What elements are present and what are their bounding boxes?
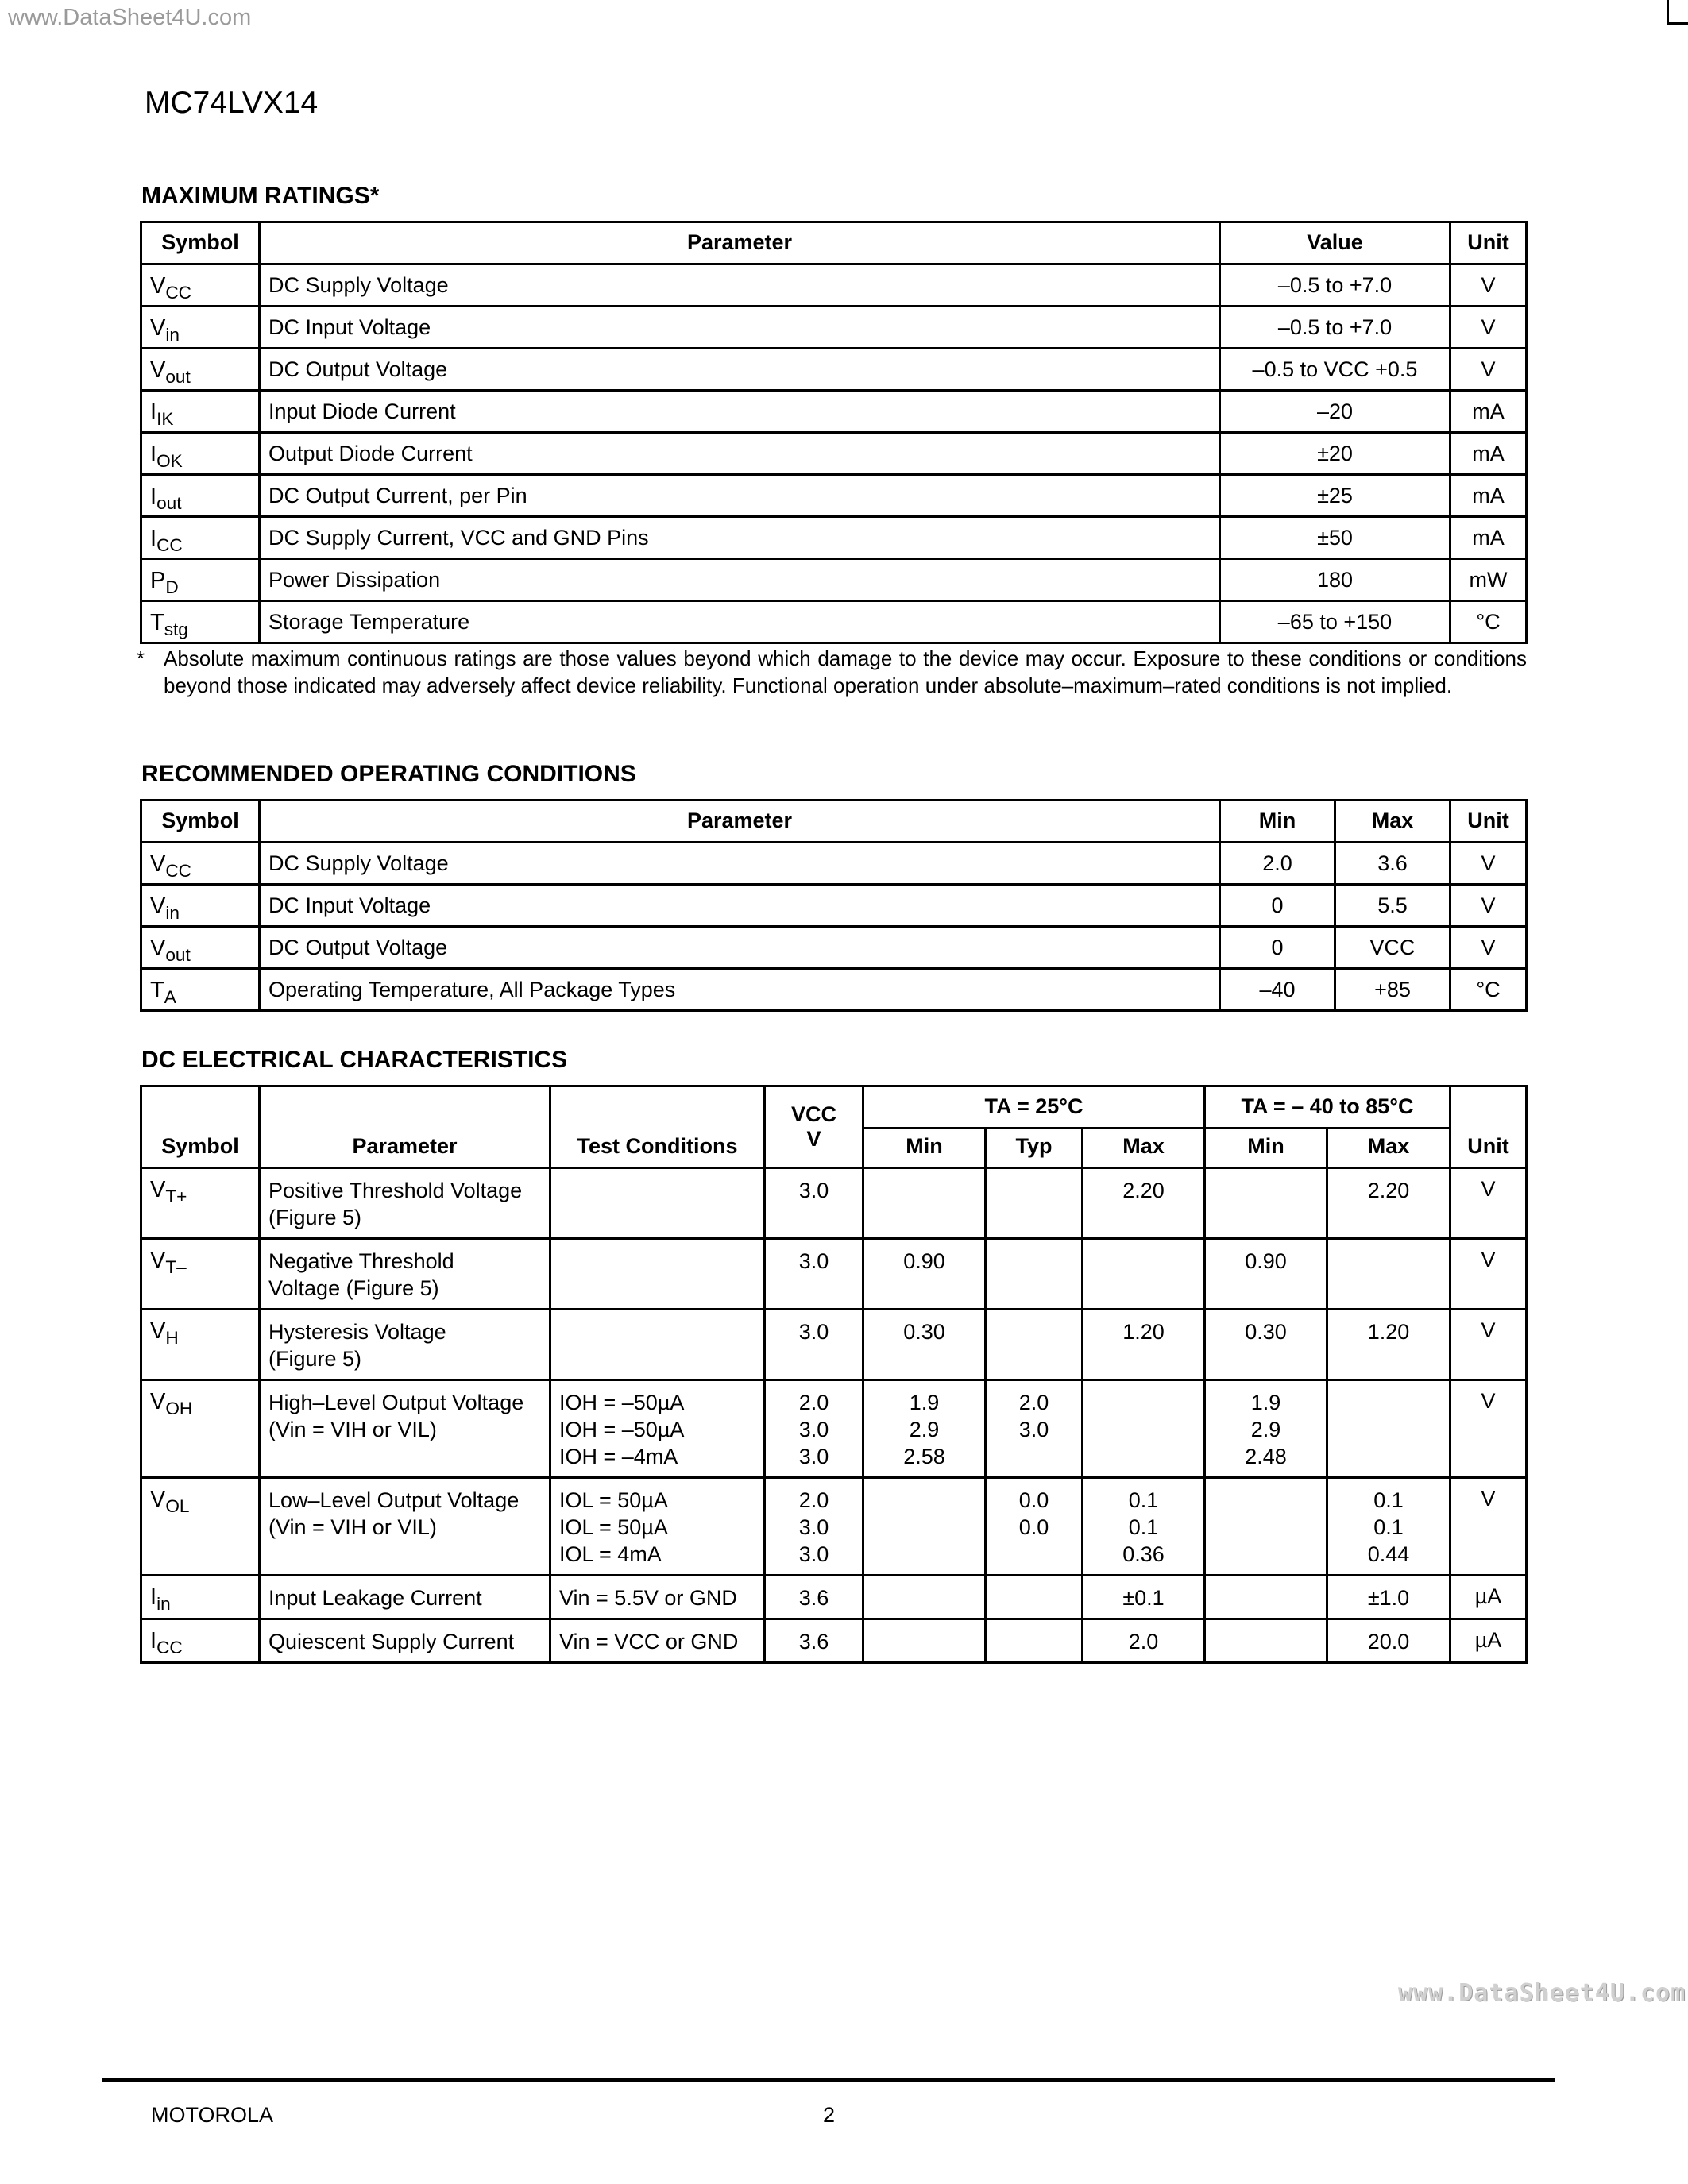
parameter-cell: Output Diode Current <box>260 433 1220 475</box>
symbol-cell <box>141 517 260 559</box>
max-25-line: ±0.1 <box>1122 1586 1165 1610</box>
unit-cell: V <box>1450 1168 1527 1239</box>
value-cell: ±20 <box>1220 433 1450 475</box>
symbol-letter: V <box>150 851 166 877</box>
parameter-line: (Figure 5) <box>268 1347 362 1371</box>
typ-25-line: 0.0 <box>1018 1515 1049 1539</box>
symbol-cell <box>141 391 260 433</box>
parameter-line: Input Leakage Current <box>268 1586 482 1610</box>
typ-25-cell <box>986 1168 1083 1239</box>
symbol-cell <box>141 885 260 927</box>
max-ratings-table <box>140 221 1528 644</box>
min-25-line: 2.58 <box>903 1445 945 1468</box>
symbol-cell <box>141 264 260 307</box>
value-cell: ±25 <box>1220 475 1450 517</box>
vcc-line: 3.0 <box>798 1542 829 1566</box>
min-range-cell <box>1205 1239 1327 1310</box>
dc-title: DC ELECTRICAL CHARACTERISTICS <box>141 1047 568 1073</box>
col-header-unit: Unit <box>1450 801 1527 843</box>
max-range-cell <box>1327 1310 1450 1380</box>
min-25-cell <box>863 1619 986 1663</box>
unit-cell: V <box>1450 1239 1527 1310</box>
symbol-subscript: OL <box>165 1495 190 1516</box>
unit-cell: V <box>1450 843 1527 885</box>
rec-op-title: RECOMMENDED OPERATING CONDITIONS <box>141 761 636 787</box>
parameter-cell: Input Diode Current <box>260 391 1220 433</box>
parameter-cell: DC Output Voltage <box>260 927 1220 969</box>
parameter-cell: DC Input Voltage <box>260 307 1220 349</box>
vcc-header-text: VCC <box>790 1102 836 1126</box>
parameter-line: (Vin = VIH or VIL) <box>268 1418 437 1441</box>
col-header-unit: Unit <box>1450 1086 1527 1168</box>
footnote-mark: * <box>137 646 145 670</box>
symbol-subscript: CC <box>165 860 191 881</box>
symbol-cell <box>141 843 260 885</box>
corner-crop-mark <box>1667 0 1688 25</box>
col-header-min-25: Min <box>863 1129 986 1168</box>
col-header-symbol: Symbol <box>141 1086 260 1168</box>
parameter-cell: DC Supply Voltage <box>260 264 1220 307</box>
parameter-cell: DC Supply Current, VCC and GND Pins <box>260 517 1220 559</box>
test-conditions-cell <box>550 1619 765 1663</box>
min-range-line: 0.30 <box>1245 1320 1287 1344</box>
min-range-line: 2.9 <box>1250 1418 1281 1441</box>
max-range-line: 20.0 <box>1367 1630 1410 1653</box>
col-header-max: Max <box>1335 801 1450 843</box>
rec-op-body <box>141 843 1527 1011</box>
table-row <box>141 969 1527 1011</box>
max-range-line: 0.1 <box>1373 1515 1404 1539</box>
symbol-cell <box>141 1619 260 1663</box>
symbol-cell <box>141 1168 260 1239</box>
vcc-header-label <box>774 1102 854 1127</box>
table-row <box>141 1576 1527 1619</box>
symbol-letter: T <box>150 610 164 635</box>
test-conditions-line: IOH = –50µA <box>559 1418 685 1441</box>
min-cell: 0 <box>1220 885 1335 927</box>
parameter-cell: Storage Temperature <box>260 601 1220 643</box>
max-range-cell <box>1327 1478 1450 1576</box>
min-25-cell <box>863 1239 986 1310</box>
min-25-line: 1.9 <box>909 1391 940 1414</box>
min-cell: 2.0 <box>1220 843 1335 885</box>
min-range-line: 0.90 <box>1245 1249 1287 1273</box>
symbol-subscript: OH <box>165 1398 193 1418</box>
vcc-cell <box>765 1619 863 1663</box>
col-header-unit: Unit <box>1450 222 1527 264</box>
unit-cell: V <box>1450 1478 1527 1576</box>
parameter-line: Negative Threshold <box>268 1249 454 1273</box>
parameter-line: (Figure 5) <box>268 1206 362 1229</box>
symbol-cell <box>141 559 260 601</box>
parameter-cell <box>260 1168 550 1239</box>
table-row <box>141 475 1527 517</box>
table-row <box>141 559 1527 601</box>
unit-cell: °C <box>1450 601 1527 643</box>
symbol-letter: P <box>150 568 166 593</box>
min-25-line: 2.9 <box>909 1418 940 1441</box>
col-header-typ-25: Typ <box>986 1129 1083 1168</box>
symbol-subscript: in <box>165 324 180 345</box>
vcc-cell <box>765 1310 863 1380</box>
max-ratings-footnote <box>137 645 1527 699</box>
min-25-cell <box>863 1168 986 1239</box>
table-row <box>141 601 1527 643</box>
max-cell: VCC <box>1335 927 1450 969</box>
typ-25-line: 0.0 <box>1018 1488 1049 1512</box>
unit-cell: mW <box>1450 559 1527 601</box>
test-conditions-line: Vin = VCC or GND <box>559 1630 739 1653</box>
min-25-cell <box>863 1380 986 1478</box>
symbol-cell <box>141 1478 260 1576</box>
max-range-line: 1.20 <box>1367 1320 1410 1344</box>
symbol-cell <box>141 601 260 643</box>
parameter-cell: DC Output Current, per Pin <box>260 475 1220 517</box>
typ-25-cell <box>986 1380 1083 1478</box>
max-25-line: 1.20 <box>1122 1320 1165 1344</box>
parameter-line: Quiescent Supply Current <box>268 1630 515 1653</box>
unit-cell: V <box>1450 885 1527 927</box>
unit-cell: V <box>1450 264 1527 307</box>
symbol-subscript: H <box>165 1327 179 1348</box>
symbol-cell <box>141 1380 260 1478</box>
symbol-letter: V <box>150 357 166 383</box>
symbol-subscript: in <box>165 902 180 923</box>
symbol-letter: V <box>150 1487 166 1512</box>
parameter-cell: DC Supply Voltage <box>260 843 1220 885</box>
vcc-cell <box>765 1478 863 1576</box>
max-25-cell <box>1083 1310 1205 1380</box>
vcc-line: 3.0 <box>798 1445 829 1468</box>
table-row <box>141 843 1527 885</box>
unit-cell: V <box>1450 307 1527 349</box>
test-conditions-cell <box>550 1478 765 1576</box>
parameter-line: (Vin = VIH or VIL) <box>268 1515 437 1539</box>
max-range-cell <box>1327 1380 1450 1478</box>
typ-25-cell <box>986 1478 1083 1576</box>
value-cell: –65 to +150 <box>1220 601 1450 643</box>
max-range-line: 0.1 <box>1373 1488 1404 1512</box>
max-range-cell <box>1327 1168 1450 1239</box>
value-cell: –0.5 to VCC +0.5 <box>1220 349 1450 391</box>
header-site-url: www.DataSheet4U.com <box>8 5 252 30</box>
typ-25-cell <box>986 1239 1083 1310</box>
value-cell: 180 <box>1220 559 1450 601</box>
symbol-subscript: IK <box>156 408 174 429</box>
parameter-line: Voltage (Figure 5) <box>268 1276 439 1300</box>
max-25-line: 0.36 <box>1122 1542 1165 1566</box>
max-ratings-title: MAXIMUM RATINGS* <box>141 183 380 209</box>
col-header-max-25: Max <box>1083 1129 1205 1168</box>
typ-25-cell <box>986 1619 1083 1663</box>
table-row <box>141 517 1527 559</box>
col-header-parameter: Parameter <box>260 801 1220 843</box>
max-25-cell <box>1083 1168 1205 1239</box>
min-range-cell <box>1205 1310 1327 1380</box>
unit-cell: mA <box>1450 517 1527 559</box>
max-25-cell <box>1083 1478 1205 1576</box>
unit-cell: V <box>1450 927 1527 969</box>
symbol-letter: I <box>150 526 157 551</box>
typ-25-line: 2.0 <box>1018 1391 1049 1414</box>
symbol-letter: V <box>150 893 166 919</box>
table-row <box>141 349 1527 391</box>
symbol-letter: I <box>150 399 157 425</box>
min-25-cell <box>863 1478 986 1576</box>
max-cell: 5.5 <box>1335 885 1450 927</box>
test-conditions-cell <box>550 1239 765 1310</box>
typ-25-cell <box>986 1310 1083 1380</box>
symbol-cell <box>141 1310 260 1380</box>
unit-cell: mA <box>1450 475 1527 517</box>
col-header-ta-range: TA = – 40 to 85°C <box>1205 1086 1450 1129</box>
min-25-cell <box>863 1310 986 1380</box>
dc-body <box>141 1168 1527 1663</box>
parameter-cell: Operating Temperature, All Package Types <box>260 969 1220 1011</box>
unit-cell: V <box>1450 349 1527 391</box>
part-number-title: MC74LVX14 <box>145 86 319 120</box>
typ-25-cell <box>986 1576 1083 1619</box>
symbol-cell <box>141 433 260 475</box>
symbol-letter: I <box>150 442 157 467</box>
unit-cell: µA <box>1450 1576 1527 1619</box>
col-header-max-range: Max <box>1327 1129 1450 1168</box>
max-cell: +85 <box>1335 969 1450 1011</box>
min-range-line: 1.9 <box>1250 1391 1281 1414</box>
parameter-cell <box>260 1619 550 1663</box>
vcc-line: 2.0 <box>798 1488 829 1512</box>
vcc-cell <box>765 1239 863 1310</box>
col-header-parameter: Parameter <box>260 222 1220 264</box>
min-range-line: 2.48 <box>1245 1445 1287 1468</box>
vcc-line: 3.0 <box>798 1320 829 1344</box>
max-25-line: 0.1 <box>1128 1488 1159 1512</box>
table-row <box>141 885 1527 927</box>
max-range-cell <box>1327 1239 1450 1310</box>
footer-brand: MOTOROLA <box>151 2103 274 2127</box>
rec-op-table <box>140 799 1528 1012</box>
symbol-cell <box>141 969 260 1011</box>
table-row <box>141 307 1527 349</box>
test-conditions-cell <box>550 1576 765 1619</box>
table-row <box>141 1619 1527 1663</box>
symbol-subscript: CC <box>156 1637 183 1657</box>
col-header-symbol: Symbol <box>141 222 260 264</box>
unit-cell: mA <box>1450 433 1527 475</box>
min-range-cell <box>1205 1576 1327 1619</box>
unit-cell: V <box>1450 1380 1527 1478</box>
unit-cell: °C <box>1450 969 1527 1011</box>
symbol-letter: I <box>150 484 157 509</box>
symbol-subscript: in <box>156 1593 171 1614</box>
parameter-line: High–Level Output Voltage <box>268 1391 524 1414</box>
table-row <box>141 1239 1527 1310</box>
unit-cell: mA <box>1450 391 1527 433</box>
vcc-cell <box>765 1380 863 1478</box>
unit-cell: µA <box>1450 1619 1527 1663</box>
symbol-subscript: D <box>165 577 179 597</box>
symbol-cell <box>141 1239 260 1310</box>
test-conditions-line: IOH = –50µA <box>559 1391 685 1414</box>
max-range-line: 0.44 <box>1367 1542 1410 1566</box>
symbol-subscript: T– <box>165 1256 187 1277</box>
max-25-cell <box>1083 1380 1205 1478</box>
symbol-letter: V <box>150 1389 166 1414</box>
value-cell: –0.5 to +7.0 <box>1220 264 1450 307</box>
parameter-cell: Power Dissipation <box>260 559 1220 601</box>
min-range-cell <box>1205 1168 1327 1239</box>
symbol-subscript: A <box>164 986 176 1007</box>
test-conditions-line: IOL = 4mA <box>559 1542 662 1566</box>
test-conditions-line: Vin = 5.5V or GND <box>559 1586 737 1610</box>
vcc-cell <box>765 1168 863 1239</box>
symbol-letter: V <box>150 936 166 961</box>
parameter-cell <box>260 1380 550 1478</box>
parameter-cell <box>260 1239 550 1310</box>
max-ratings-body <box>141 264 1527 643</box>
vcc-header-unit: V <box>806 1127 821 1151</box>
symbol-subscript: CC <box>156 534 183 555</box>
table-row <box>141 1310 1527 1380</box>
symbol-subscript: out <box>156 492 182 513</box>
table-row <box>141 1168 1527 1239</box>
dc-table <box>140 1085 1528 1664</box>
min-25-cell <box>863 1576 986 1619</box>
symbol-letter: V <box>150 273 166 299</box>
unit-cell: V <box>1450 1310 1527 1380</box>
max-25-line: 2.0 <box>1128 1630 1159 1653</box>
table-row <box>141 433 1527 475</box>
test-conditions-line: IOH = –4mA <box>559 1445 678 1468</box>
vcc-line: 3.0 <box>798 1418 829 1441</box>
max-25-cell <box>1083 1239 1205 1310</box>
symbol-letter: T <box>150 978 164 1003</box>
min-range-cell <box>1205 1478 1327 1576</box>
parameter-cell <box>260 1478 550 1576</box>
symbol-letter: I <box>150 1628 157 1653</box>
min-25-line: 0.30 <box>903 1320 945 1344</box>
max-25-cell <box>1083 1619 1205 1663</box>
parameter-line: Hysteresis Voltage <box>268 1320 446 1344</box>
watermark: www.DataSheet4U.com <box>1398 1979 1686 2007</box>
parameter-line: Positive Threshold Voltage <box>268 1179 523 1202</box>
symbol-letter: I <box>150 1584 157 1610</box>
parameter-cell: DC Input Voltage <box>260 885 1220 927</box>
symbol-subscript: stg <box>164 619 188 639</box>
test-conditions-cell <box>550 1168 765 1239</box>
footnote-text: Absolute maximum continuous ratings are those values beyond which damage to the device may occur. Exposure to these conditions or conditions beyond those indicated may adversely affect device reliability. Functional operation under absolute–maximum–rated conditions is not implied. <box>164 646 1527 697</box>
min-range-cell <box>1205 1380 1327 1478</box>
symbol-subscript: T+ <box>165 1186 187 1206</box>
min-cell: 0 <box>1220 927 1335 969</box>
vcc-cell <box>765 1576 863 1619</box>
vcc-line: 3.6 <box>798 1586 829 1610</box>
vcc-line: 3.0 <box>798 1249 829 1273</box>
parameter-line: Low–Level Output Voltage <box>268 1488 520 1512</box>
vcc-line: 3.0 <box>798 1515 829 1539</box>
symbol-subscript: CC <box>165 282 191 303</box>
symbol-cell <box>141 307 260 349</box>
max-25-line: 2.20 <box>1122 1179 1165 1202</box>
symbol-subscript: out <box>165 944 191 965</box>
footer-page-number: 2 <box>823 2103 836 2127</box>
col-header-value: Value <box>1220 222 1450 264</box>
symbol-subscript: OK <box>156 450 183 471</box>
parameter-cell <box>260 1576 550 1619</box>
col-header-test-conditions: Test Conditions <box>550 1086 765 1168</box>
table-row <box>141 927 1527 969</box>
typ-25-line: 3.0 <box>1018 1418 1049 1441</box>
table-row <box>141 1380 1527 1478</box>
table-row <box>141 264 1527 307</box>
min-25-line: 0.90 <box>903 1249 945 1273</box>
test-conditions-cell <box>550 1380 765 1478</box>
table-row <box>141 391 1527 433</box>
col-header-ta-25: TA = 25°C <box>863 1086 1205 1129</box>
max-cell: 3.6 <box>1335 843 1450 885</box>
min-range-cell <box>1205 1619 1327 1663</box>
symbol-subscript: out <box>165 366 191 387</box>
max-range-cell <box>1327 1619 1450 1663</box>
symbol-letter: V <box>150 1248 166 1273</box>
col-header-symbol: Symbol <box>141 801 260 843</box>
vcc-line: 3.0 <box>798 1179 829 1202</box>
symbol-letter: V <box>150 1318 166 1344</box>
value-cell: –0.5 to +7.0 <box>1220 307 1450 349</box>
max-25-line: 0.1 <box>1128 1515 1159 1539</box>
max-25-cell <box>1083 1576 1205 1619</box>
symbol-cell <box>141 1576 260 1619</box>
vcc-line: 2.0 <box>798 1391 829 1414</box>
table-row <box>141 1478 1527 1576</box>
min-cell: –40 <box>1220 969 1335 1011</box>
col-header-parameter: Parameter <box>260 1086 550 1168</box>
symbol-cell <box>141 349 260 391</box>
test-conditions-line: IOL = 50µA <box>559 1515 668 1539</box>
symbol-letter: V <box>150 1177 166 1202</box>
test-conditions-cell <box>550 1310 765 1380</box>
parameter-cell <box>260 1310 550 1380</box>
footer-rule <box>102 2078 1555 2082</box>
value-cell: –20 <box>1220 391 1450 433</box>
symbol-cell <box>141 475 260 517</box>
col-header-min: Min <box>1220 801 1335 843</box>
max-range-cell <box>1327 1576 1450 1619</box>
max-range-line: ±1.0 <box>1367 1586 1410 1610</box>
symbol-letter: V <box>150 315 166 341</box>
symbol-cell <box>141 927 260 969</box>
col-header-vcc <box>765 1086 863 1168</box>
vcc-line: 3.6 <box>798 1630 829 1653</box>
parameter-cell: DC Output Voltage <box>260 349 1220 391</box>
test-conditions-line: IOL = 50µA <box>559 1488 668 1512</box>
col-header-min-range: Min <box>1205 1129 1327 1168</box>
max-range-line: 2.20 <box>1367 1179 1410 1202</box>
value-cell: ±50 <box>1220 517 1450 559</box>
